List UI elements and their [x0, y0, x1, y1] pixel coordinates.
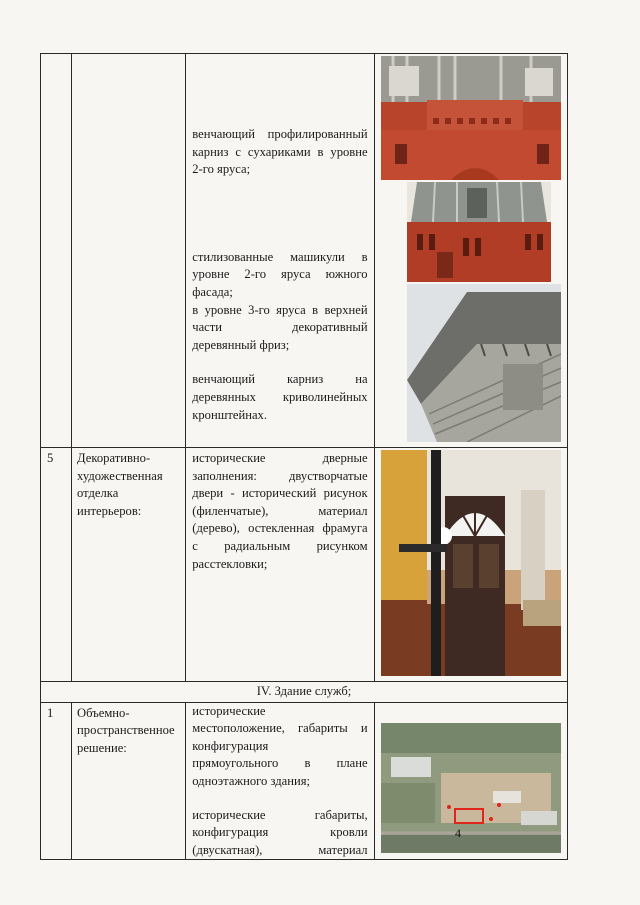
description-cell — [186, 702, 374, 860]
description-cell — [186, 54, 374, 448]
photo-cell — [374, 702, 567, 860]
section-title: IV. Здание служб; — [41, 682, 568, 703]
feature-location-text: исторические местоположение, габариты и конфигурация прямоугольного в плане одноэтажного здания; — [192, 703, 368, 788]
name-cell: Объемно- пространственное решение: — [72, 702, 186, 860]
feature-wooden-cornice-text: венчающий карниз на деревянных криволинейных кронштейнах. — [192, 372, 368, 422]
photo-interior-doors — [381, 450, 561, 676]
table-row-continued — [41, 54, 568, 448]
photo-cell — [374, 448, 567, 682]
page-number: 4 — [455, 826, 461, 840]
number-cell: 5 — [41, 448, 72, 682]
number-cell — [41, 54, 72, 448]
description-cell: исторические дверные заполнения: двустворчатые двери - исторический рисунок (филенчатые), материал (дерево), остекленная фрамуга с радиальным рисунком расстекловки; — [186, 448, 374, 682]
monument-features-table — [40, 53, 568, 860]
table-row-5 — [41, 448, 568, 682]
name-cell: Декоративно- художественная отделка интерьеров: — [72, 448, 186, 682]
photo-wooden-cornice — [407, 284, 561, 442]
table-row-1 — [41, 702, 568, 860]
photo-machicolations — [407, 182, 551, 282]
name-cell — [72, 54, 186, 448]
photo-brick-cornice — [381, 56, 561, 180]
photo-aerial-map — [381, 723, 561, 853]
photo-cell — [374, 54, 567, 448]
feature-roof-text: исторические габариты, конфигурация кровли (двускатная), материал — [192, 807, 368, 857]
number-cell: 1 — [41, 702, 72, 860]
section-header-row — [41, 682, 568, 703]
feature-machicolation-text: стилизованные машикули в уровне 2-го яруса южного фасада; в уровне 3-го яруса в верхней части декоративный деревянный фриз; — [192, 249, 368, 352]
feature-cornice-text: венчающий профилированный карниз с сухариками в уровне 2-го яруса; — [192, 127, 368, 177]
